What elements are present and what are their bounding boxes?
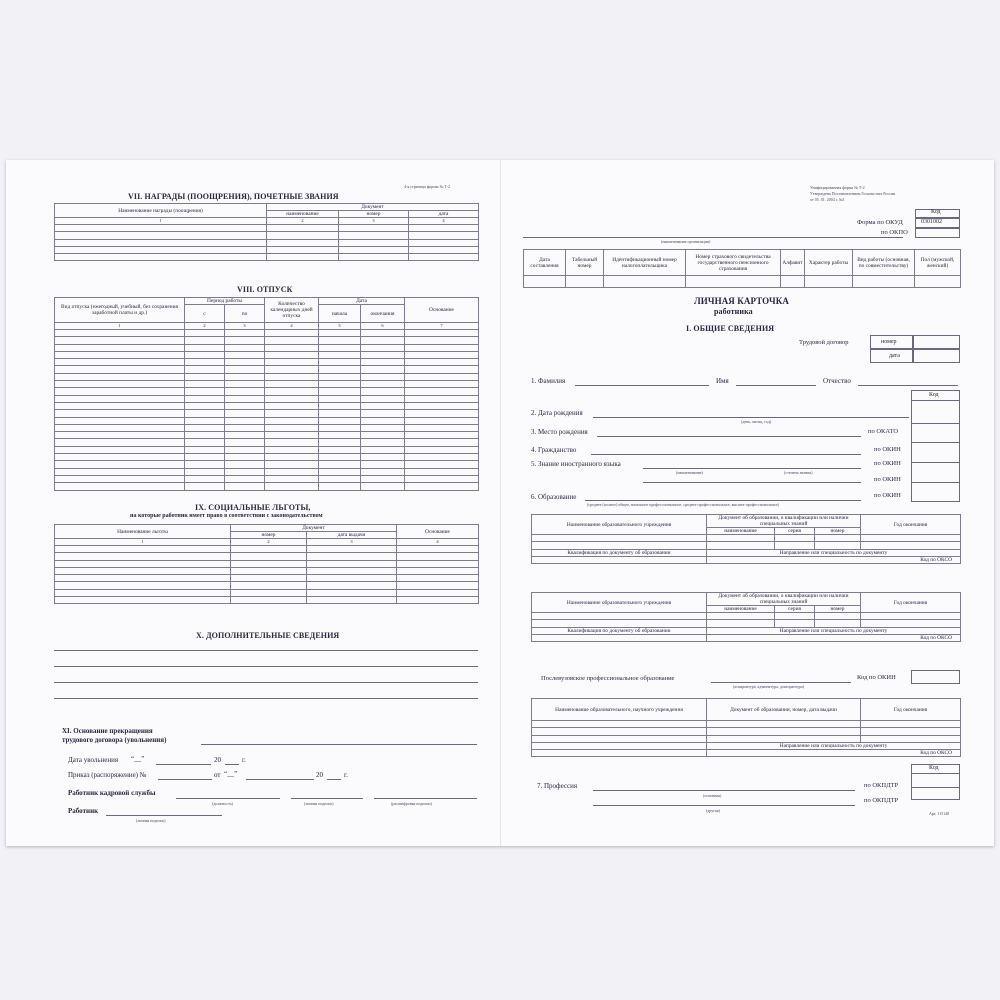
vacation-body [55, 330, 479, 491]
okato-label: по ОКАТО [868, 428, 899, 435]
top-col-snils: Номер страхового свидетельства государственного пенсионного страхования [686, 250, 781, 276]
lang-hint1: (наименование) [676, 470, 703, 475]
table-row [55, 381, 479, 388]
edu-col-inst: Наименование образовательного учреждения [532, 593, 707, 613]
extra-line [54, 666, 478, 667]
lang-hint2: (степень знания) [784, 470, 813, 475]
benefits-col-number: номер [231, 532, 307, 539]
extra-title: X. ДОПОЛНИТЕЛЬНЫЕ СВЕДЕНИЯ [196, 631, 340, 640]
order-from: от [214, 771, 221, 779]
awards-title: VII. НАГРАДЫ (ПООЩРЕНИЯ), ПОЧЕТНЫЕ ЗВАНИЯ [128, 192, 339, 201]
table-row [55, 359, 479, 366]
table-row [55, 589, 479, 596]
okud-value: 0301002 [921, 219, 942, 225]
postgrad-table [531, 698, 961, 757]
edu-col-series: серия [775, 528, 815, 535]
top-col-gender: Пол (мужской, женский) [915, 250, 961, 276]
dismissal-date-label: Дата увольнения [68, 756, 119, 764]
hint-worker-signature: (личная подпись) [136, 818, 166, 823]
article-number: Арт. 115148 [929, 811, 950, 816]
vacation-num: 1 [55, 323, 185, 330]
top-col-work-type: Вид работы (основная, по совместительству) [853, 250, 915, 276]
table-row [55, 483, 479, 490]
hr-signature-line [291, 798, 363, 799]
edu-okso: Код по ОКСО [707, 556, 961, 563]
birth-hint: (день, месяц, год) [741, 419, 772, 424]
table-row [55, 567, 479, 574]
okin-label-2: по ОКИН [874, 460, 901, 467]
benefits-col-name: Наименование льготы [55, 525, 231, 539]
birth-date-label: 2. Дата рождения [531, 409, 583, 417]
edu-table-1 [531, 514, 961, 564]
patronymic-line [858, 385, 958, 386]
left-page [6, 160, 500, 846]
hr-worker-label: Работник кадровой службы [68, 789, 156, 797]
top-col-date: Дата составления [524, 250, 566, 276]
order-label: Приказ (распоряжение) № [68, 771, 147, 779]
vacation-num: 2 [185, 323, 225, 330]
code-row-line [911, 442, 960, 443]
table-row [55, 395, 479, 402]
termination-title2: трудового договора (увольнения) [62, 736, 167, 744]
table-row [55, 232, 479, 239]
code-row-line [911, 400, 960, 401]
card-title: ЛИЧНАЯ КАРТОЧКА [694, 296, 789, 306]
edu-col-series: серия [775, 606, 815, 613]
dismissal-quote: “__” [131, 755, 145, 763]
table-row [55, 239, 479, 246]
hr-decode-line [374, 798, 477, 799]
awards-col-doc-date: дата [409, 211, 479, 218]
code-row-line [911, 423, 960, 424]
profession-label: 7. Профессия [537, 782, 578, 790]
awards-num: 2 [267, 218, 339, 225]
vacation-num: 5 [319, 323, 361, 330]
citizenship-line [591, 454, 861, 455]
edu-qualification: Квалификация по документу об образовании [532, 627, 707, 634]
edu-col-inst: Наименование образовательного учреждения [532, 515, 707, 535]
termination-title1: XI. Основание прекращения [62, 727, 153, 735]
edu-table-2 [531, 592, 961, 642]
org-hint: (наименование организации) [661, 239, 711, 244]
table-row [55, 388, 479, 395]
termination-line [201, 744, 477, 745]
table-row [55, 553, 479, 560]
language-line [643, 468, 861, 469]
awards-table [54, 203, 479, 261]
table-row [55, 446, 479, 453]
pg-specialty: Направление или специальность по документу [707, 742, 961, 749]
table-row [55, 560, 479, 567]
benefits-col-basis: Основание [397, 525, 479, 539]
patronymic-label: Отчество [823, 377, 851, 385]
education-line [585, 500, 861, 501]
header-note3: от 05. 01. 2004 г. №1 [810, 197, 845, 202]
dismissal-year-line [225, 764, 239, 765]
table-row [55, 575, 479, 582]
order-year-20: 20 [316, 771, 323, 779]
education-hint: (среднее (полное) общее, начальное профессиональное, среднее профессиональное, высшее профессиональное) [587, 502, 779, 507]
benefits-num: 3 [307, 539, 397, 546]
hint-decode: (расшифровка подписи) [391, 801, 432, 806]
benefits-num: 1 [55, 539, 231, 546]
okin-label-3: по ОКИН [874, 476, 901, 483]
contract-date-value [913, 349, 960, 363]
citizenship-label: 4. Гражданство [531, 446, 577, 454]
profession-code-line [911, 773, 960, 774]
vacation-col-days: Количество календарных дней отпуска [265, 298, 319, 323]
top-col-alphabet: Алфавит [781, 250, 805, 276]
awards-body [55, 225, 479, 261]
edu-col-year: Год окончания [861, 593, 961, 613]
table-row [55, 432, 479, 439]
card-subtitle: работника [714, 307, 753, 316]
profession-code-line [911, 787, 960, 788]
awards-col-doc-number: номер [339, 211, 409, 218]
code-row-line [911, 462, 960, 463]
order-quote: “__” [224, 770, 238, 778]
awards-col-doc-name: наименование [267, 211, 339, 218]
code-header: Код [931, 209, 941, 215]
edu-col-year: Год окончания [861, 515, 961, 535]
table-row [55, 330, 479, 337]
vacation-col-end: окончания [361, 305, 405, 323]
form-note: 4-я страница формы № Т-2 [404, 184, 451, 189]
edu-col-doc-name: наименование [707, 528, 775, 535]
code-row-line [911, 482, 960, 483]
vacation-col-type: Вид отпуска (ежегодный, учебный, без сохранения заработной платы и др.) [55, 298, 185, 323]
awards-num: 4 [409, 218, 479, 225]
language-line-2 [643, 482, 861, 483]
org-name-line [523, 237, 903, 238]
language-label: 5. Знание иностранного языка [531, 460, 621, 468]
edu-specialty: Направление или специальность по документу [707, 549, 961, 556]
vacation-col-to: по [225, 305, 265, 323]
vacation-num: 7 [405, 323, 479, 330]
birth-date-line [593, 417, 909, 418]
extra-line [54, 698, 478, 699]
table-row [55, 454, 479, 461]
right-page [501, 160, 994, 846]
benefits-num: 4 [397, 539, 479, 546]
vacation-num: 3 [225, 323, 265, 330]
birth-place-line [597, 436, 861, 437]
vacation-num: 4 [265, 323, 319, 330]
postgrad-hint: (аспирантура, адъюнктура, докторантура) [733, 684, 805, 689]
postgrad-line [711, 682, 851, 683]
table-row [55, 337, 479, 344]
okpo-label: по ОКПО [881, 229, 908, 236]
labor-contract-label: Трудовой договор [799, 339, 849, 346]
okin-label-1: по ОКИН [874, 446, 901, 453]
table-row [55, 546, 479, 553]
awards-num: 3 [339, 218, 409, 225]
form-sheet [6, 160, 994, 846]
pg-col-doc: Документ об образовании, номер, дата выдачи [707, 699, 861, 721]
top-col-inn: Идентификационный номер налогоплательщика [604, 250, 686, 276]
profession-line-other [593, 805, 855, 806]
pg-okso: Код по ОКСО [707, 750, 961, 757]
name-line [736, 385, 816, 386]
edu-col-doc: Документ об образовании, о квалификации или наличии специальных знаний [707, 515, 861, 528]
worker-label: Работник [68, 807, 99, 815]
edu-qualification: Квалификация по документу об образовании [532, 549, 707, 556]
edu-okso: Код по ОКСО [707, 634, 961, 641]
vacation-col-period: Период работы [185, 298, 265, 305]
hint-position: (должность) [212, 801, 233, 806]
header-note2: Утверждена Постановлением Госкомстата России [810, 191, 896, 196]
awards-num: 1 [55, 218, 267, 225]
edu-col-doc: Документ об образовании, о квалификации или наличии специальных знаний [707, 593, 861, 606]
hr-position-line [176, 798, 280, 799]
edu-col-number: номер [815, 528, 861, 535]
surname-line [575, 385, 709, 386]
table-row [55, 225, 479, 232]
contract-number: номер [881, 339, 897, 345]
okud-label: Форма по ОКУД [857, 219, 903, 226]
table-row [55, 582, 479, 589]
table-row [55, 439, 479, 446]
prof-hint-other: (другая) [706, 808, 720, 813]
benefits-table [54, 524, 479, 604]
benefits-num: 2 [231, 539, 307, 546]
postgrad-okin: Код по ОКИН [857, 674, 896, 681]
top-table [523, 249, 961, 288]
awards-col-doc: Документ [267, 204, 479, 211]
dismissal-month-line [156, 764, 211, 765]
table-row [55, 366, 479, 373]
awards-col-name: Наименование награды (поощрения) [55, 204, 267, 218]
postgrad-label: Послевузовское профессиональное образование [541, 675, 675, 682]
table-row [55, 461, 479, 468]
table-row [55, 417, 479, 424]
dismissal-g: г. [242, 756, 246, 764]
code-column [911, 390, 960, 502]
table-row [55, 468, 479, 475]
birth-place-label: 3. Место рождения [531, 428, 588, 436]
dismissal-year-20: 20 [214, 756, 221, 764]
vacation-col-basis: Основание [405, 298, 479, 323]
header-note1: Унифицированная форма № Т-2 [810, 185, 865, 190]
order-number-line [158, 779, 212, 780]
top-col-work-character: Характер работы [805, 250, 853, 276]
table-row [55, 475, 479, 482]
vacation-col-date: Дата [319, 298, 405, 305]
vacation-col-start: начала [319, 305, 361, 323]
surname-label: 1. Фамилия [531, 377, 566, 385]
contract-date: дата [889, 353, 900, 359]
table-row [55, 373, 479, 380]
contract-number-value [913, 335, 960, 349]
order-year-line [327, 779, 341, 780]
table-row [55, 410, 479, 417]
edu-col-number: номер [815, 606, 861, 613]
table-row [55, 424, 479, 431]
code-column-header: Код [929, 392, 939, 398]
table-row [55, 597, 479, 604]
pg-col-year: Год окончания [861, 699, 961, 721]
table-row [55, 351, 479, 358]
benefits-body [55, 546, 479, 604]
okpdtr-label-1: по ОКПДТР [864, 782, 899, 789]
education-label: 6. Образование [531, 493, 577, 501]
table-row [55, 254, 479, 261]
pg-col-inst: Наименование образовательного, научного учреждения [532, 699, 707, 721]
table-row [55, 246, 479, 253]
order-g: г. [344, 771, 348, 779]
table-row [55, 402, 479, 409]
benefits-col-doc: Документ [231, 525, 397, 532]
okin-label-4: по ОКИН [874, 492, 901, 499]
order-month-line [246, 779, 314, 780]
benefits-title: IX. СОЦИАЛЬНЫЕ ЛЬГОТЫ, [195, 503, 311, 512]
vacation-table [54, 297, 479, 491]
hint-signature: (личная подпись) [304, 801, 334, 806]
top-col-tabnum: Табельный номер [566, 250, 604, 276]
extra-line [54, 682, 478, 683]
profession-line-main [593, 790, 855, 791]
vacation-num: 6 [361, 323, 405, 330]
vacation-col-from: с [185, 305, 225, 323]
worker-signature-line [106, 815, 222, 816]
section1-title: I. ОБЩИЕ СВЕДЕНИЯ [686, 324, 775, 333]
extra-line [54, 650, 478, 651]
okpo-box [915, 228, 960, 238]
name-label: Имя [716, 377, 729, 385]
edu-specialty: Направление или специальность по документу [707, 627, 961, 634]
vacation-title: VIII. ОТПУСК [237, 285, 293, 294]
table-row [55, 344, 479, 351]
prof-hint-main: (основная) [703, 793, 722, 798]
benefits-col-date: дата выдачи [307, 532, 397, 539]
edu-col-doc-name: наименование [707, 606, 775, 613]
postgrad-okin-box [911, 670, 960, 684]
profession-code-header: Код [929, 765, 939, 771]
benefits-subtitle: на которые работник имеет право в соответствии с законодательством [130, 513, 323, 519]
okpdtr-label-2: по ОКПДТР [864, 797, 899, 804]
